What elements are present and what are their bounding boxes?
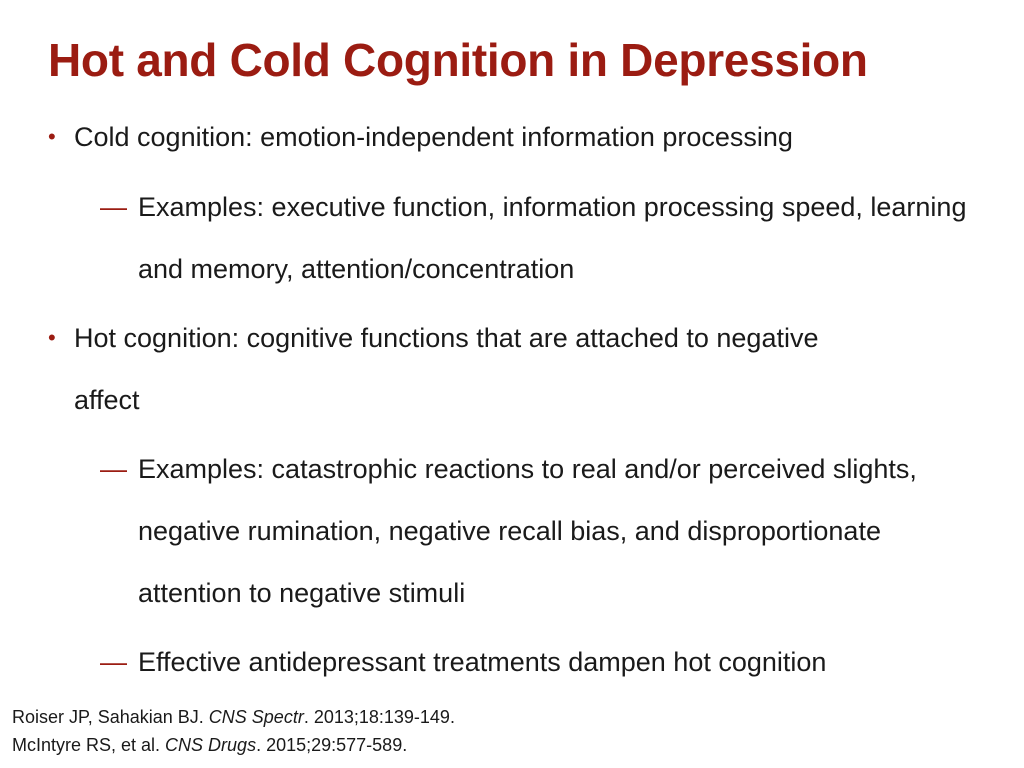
em-dash-icon: — — [100, 647, 127, 677]
bullet-item-hot-cognition — [48, 307, 988, 431]
sub-item-hot-examples — [100, 438, 1010, 624]
reference-item — [12, 731, 455, 759]
sub-item-antidepressant — [100, 631, 1010, 693]
sub-item-text: Examples: executive function, information processing speed, learning and memory, attention/concentration — [138, 192, 967, 284]
bullet-text: Cold cognition: emotion-independent information processing — [74, 122, 793, 152]
bullet-item-cold-cognition — [48, 106, 988, 168]
em-dash-icon: — — [100, 192, 127, 222]
reference-authors: Roiser JP, Sahakian BJ. — [12, 707, 209, 727]
references — [12, 703, 455, 759]
slide-title: Hot and Cold Cognition in Depression — [48, 34, 868, 86]
reference-journal: CNS Spectr — [208, 707, 304, 727]
bullet-dot-icon: • — [48, 325, 56, 350]
sub-item-text: Effective antidepressant treatments dampen hot cognition — [138, 647, 827, 677]
bullet-dot-icon: • — [48, 124, 56, 149]
reference-citation: . 2015;29:577-589. — [256, 735, 408, 755]
sub-item-cold-examples — [100, 176, 1010, 300]
reference-authors: McIntyre RS, et al. — [12, 735, 166, 755]
sub-item-text: Examples: catastrophic reactions to real and/or perceived slights, negative rumination, negative recall bias, and disproportionate attention to negative stimuli — [138, 454, 917, 608]
reference-citation: . 2013;18:139-149. — [303, 707, 455, 727]
reference-journal: CNS Drugs — [165, 735, 257, 755]
em-dash-icon: — — [100, 454, 127, 484]
reference-item — [12, 703, 455, 731]
bullet-text: Hot cognition: cognitive functions that are attached to negative affect — [74, 323, 819, 415]
